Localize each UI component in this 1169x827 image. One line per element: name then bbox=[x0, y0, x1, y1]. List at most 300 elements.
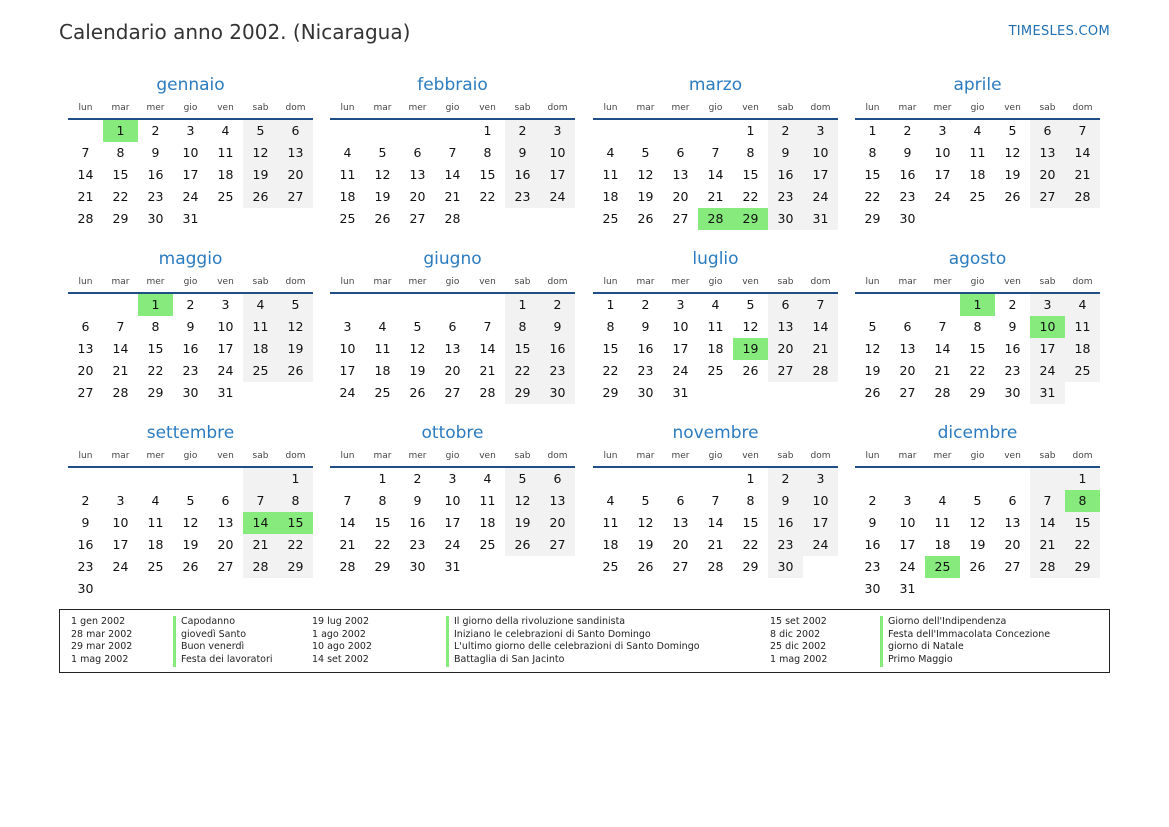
day-cell[interactable]: 10 bbox=[803, 490, 838, 512]
day-cell[interactable]: 9 bbox=[186, 319, 195, 334]
day-cell[interactable]: 2 bbox=[903, 123, 912, 138]
day-cell[interactable]: 25 bbox=[479, 537, 496, 552]
day-cell[interactable]: 26 bbox=[374, 211, 391, 226]
day-cell[interactable]: 26 bbox=[637, 211, 654, 226]
day-cell[interactable]: 27 bbox=[278, 186, 313, 208]
day-cell[interactable]: 13 bbox=[444, 341, 461, 356]
day-cell[interactable]: 29 bbox=[742, 559, 759, 574]
day-cell[interactable]: 7 bbox=[938, 319, 947, 334]
day-cell[interactable]: 12 bbox=[1004, 145, 1021, 160]
day-cell[interactable]: 18 bbox=[243, 338, 278, 360]
day-cell[interactable]: 10 bbox=[339, 341, 356, 356]
day-cell[interactable]: 30 bbox=[768, 556, 803, 578]
day-cell[interactable]: 25 bbox=[147, 559, 164, 574]
day-cell[interactable]: 19 bbox=[637, 189, 654, 204]
day-cell[interactable]: 19 bbox=[243, 164, 278, 186]
day-cell[interactable]: 14 bbox=[1030, 512, 1065, 534]
day-cell[interactable]: 2 bbox=[641, 297, 650, 312]
day-cell[interactable]: 20 bbox=[278, 164, 313, 186]
day-cell[interactable]: 16 bbox=[77, 537, 94, 552]
day-cell[interactable]: 12 bbox=[864, 341, 881, 356]
day-cell[interactable]: 20 bbox=[540, 512, 575, 534]
day-cell[interactable]: 9 bbox=[413, 493, 422, 508]
day-cell[interactable]: 11 bbox=[602, 515, 619, 530]
day-cell[interactable]: 2 bbox=[768, 468, 803, 490]
day-cell[interactable]: 15 bbox=[969, 341, 986, 356]
day-cell[interactable]: 29 bbox=[278, 556, 313, 578]
day-cell[interactable]: 12 bbox=[278, 316, 313, 338]
day-cell[interactable]: 10 bbox=[803, 142, 838, 164]
day-cell[interactable]: 2 bbox=[1008, 297, 1017, 312]
day-cell[interactable]: 18 bbox=[602, 189, 619, 204]
day-cell[interactable]: 27 bbox=[444, 385, 461, 400]
day-cell[interactable]: 3 bbox=[676, 297, 685, 312]
day-cell[interactable]: 23 bbox=[768, 534, 803, 556]
day-cell[interactable]: 22 bbox=[374, 537, 391, 552]
day-cell[interactable]: 24 bbox=[1030, 360, 1065, 382]
day-cell[interactable]: 7 bbox=[711, 145, 720, 160]
day-cell[interactable]: 2 bbox=[413, 471, 422, 486]
day-cell[interactable]: 24 bbox=[803, 186, 838, 208]
day-cell[interactable]: 21 bbox=[934, 363, 951, 378]
day-cell[interactable]: 22 bbox=[147, 363, 164, 378]
day-cell-holiday[interactable]: 1 bbox=[960, 294, 995, 316]
day-cell[interactable]: 2 bbox=[151, 123, 160, 138]
day-cell[interactable]: 24 bbox=[339, 385, 356, 400]
day-cell[interactable]: 19 bbox=[182, 537, 199, 552]
day-cell[interactable]: 22 bbox=[1065, 534, 1100, 556]
day-cell[interactable]: 4 bbox=[973, 123, 982, 138]
day-cell[interactable]: 7 bbox=[483, 319, 492, 334]
day-cell[interactable]: 27 bbox=[1004, 559, 1021, 574]
day-cell[interactable]: 11 bbox=[374, 341, 391, 356]
day-cell[interactable]: 17 bbox=[444, 515, 461, 530]
day-cell[interactable]: 10 bbox=[540, 142, 575, 164]
day-cell[interactable]: 20 bbox=[768, 338, 803, 360]
day-cell[interactable]: 14 bbox=[77, 167, 94, 182]
day-cell-holiday[interactable]: 10 bbox=[1030, 316, 1065, 338]
day-cell[interactable]: 29 bbox=[112, 211, 129, 226]
day-cell[interactable]: 11 bbox=[339, 167, 356, 182]
day-cell[interactable]: 19 bbox=[1004, 167, 1021, 182]
day-cell[interactable]: 4 bbox=[606, 493, 615, 508]
day-cell[interactable]: 5 bbox=[186, 493, 195, 508]
day-cell[interactable]: 14 bbox=[339, 515, 356, 530]
day-cell[interactable]: 15 bbox=[742, 167, 759, 182]
day-cell[interactable]: 7 bbox=[803, 294, 838, 316]
day-cell[interactable]: 21 bbox=[1030, 534, 1065, 556]
day-cell[interactable]: 18 bbox=[602, 537, 619, 552]
day-cell[interactable]: 30 bbox=[409, 559, 426, 574]
day-cell[interactable]: 12 bbox=[742, 319, 759, 334]
day-cell[interactable]: 24 bbox=[217, 363, 234, 378]
day-cell[interactable]: 6 bbox=[413, 145, 422, 160]
day-cell[interactable]: 22 bbox=[969, 363, 986, 378]
day-cell[interactable]: 14 bbox=[112, 341, 129, 356]
day-cell[interactable]: 10 bbox=[899, 515, 916, 530]
day-cell[interactable]: 31 bbox=[444, 559, 461, 574]
day-cell[interactable]: 29 bbox=[147, 385, 164, 400]
day-cell[interactable]: 12 bbox=[374, 167, 391, 182]
day-cell[interactable]: 13 bbox=[1030, 142, 1065, 164]
day-cell[interactable]: 16 bbox=[637, 341, 654, 356]
day-cell[interactable]: 17 bbox=[934, 167, 951, 182]
day-cell[interactable]: 19 bbox=[278, 338, 313, 360]
day-cell[interactable]: 8 bbox=[746, 493, 755, 508]
day-cell[interactable]: 12 bbox=[243, 142, 278, 164]
day-cell[interactable]: 3 bbox=[903, 493, 912, 508]
day-cell[interactable]: 5 bbox=[413, 319, 422, 334]
day-cell[interactable]: 7 bbox=[711, 493, 720, 508]
day-cell[interactable]: 25 bbox=[374, 385, 391, 400]
day-cell[interactable]: 10 bbox=[217, 319, 234, 334]
day-cell[interactable]: 9 bbox=[1008, 319, 1017, 334]
day-cell[interactable]: 19 bbox=[637, 537, 654, 552]
day-cell[interactable]: 13 bbox=[672, 515, 689, 530]
day-cell[interactable]: 24 bbox=[444, 537, 461, 552]
day-cell[interactable]: 30 bbox=[1004, 385, 1021, 400]
day-cell[interactable]: 21 bbox=[1065, 164, 1100, 186]
day-cell[interactable]: 28 bbox=[112, 385, 129, 400]
day-cell[interactable]: 28 bbox=[934, 385, 951, 400]
day-cell[interactable]: 1 bbox=[1065, 468, 1100, 490]
day-cell[interactable]: 4 bbox=[221, 123, 230, 138]
day-cell[interactable]: 23 bbox=[768, 186, 803, 208]
day-cell[interactable]: 18 bbox=[339, 189, 356, 204]
day-cell[interactable]: 20 bbox=[672, 189, 689, 204]
day-cell-holiday[interactable]: 1 bbox=[103, 120, 138, 142]
day-cell[interactable]: 25 bbox=[1065, 360, 1100, 382]
day-cell[interactable]: 27 bbox=[768, 360, 803, 382]
day-cell[interactable]: 21 bbox=[803, 338, 838, 360]
day-cell[interactable]: 23 bbox=[182, 363, 199, 378]
day-cell[interactable]: 8 bbox=[973, 319, 982, 334]
day-cell[interactable]: 18 bbox=[374, 363, 391, 378]
day-cell[interactable]: 22 bbox=[505, 360, 540, 382]
day-cell[interactable]: 9 bbox=[903, 145, 912, 160]
day-cell[interactable]: 23 bbox=[864, 559, 881, 574]
day-cell[interactable]: 1 bbox=[746, 471, 755, 486]
day-cell[interactable]: 13 bbox=[899, 341, 916, 356]
day-cell[interactable]: 11 bbox=[934, 515, 951, 530]
day-cell[interactable]: 17 bbox=[112, 537, 129, 552]
day-cell[interactable]: 24 bbox=[112, 559, 129, 574]
day-cell[interactable]: 6 bbox=[540, 468, 575, 490]
day-cell[interactable]: 12 bbox=[182, 515, 199, 530]
day-cell[interactable]: 20 bbox=[409, 189, 426, 204]
day-cell[interactable]: 15 bbox=[742, 515, 759, 530]
day-cell[interactable]: 18 bbox=[707, 341, 724, 356]
day-cell[interactable]: 15 bbox=[1065, 512, 1100, 534]
day-cell[interactable]: 11 bbox=[217, 145, 234, 160]
day-cell[interactable]: 9 bbox=[505, 142, 540, 164]
day-cell[interactable]: 3 bbox=[803, 468, 838, 490]
day-cell[interactable]: 23 bbox=[540, 360, 575, 382]
day-cell[interactable]: 18 bbox=[934, 537, 951, 552]
day-cell[interactable]: 23 bbox=[505, 186, 540, 208]
day-cell[interactable]: 22 bbox=[742, 189, 759, 204]
day-cell[interactable]: 29 bbox=[505, 382, 540, 404]
day-cell[interactable]: 15 bbox=[147, 341, 164, 356]
day-cell[interactable]: 23 bbox=[409, 537, 426, 552]
day-cell[interactable]: 30 bbox=[768, 208, 803, 230]
day-cell[interactable]: 16 bbox=[899, 167, 916, 182]
day-cell[interactable]: 3 bbox=[448, 471, 457, 486]
day-cell-holiday[interactable]: 8 bbox=[1065, 490, 1100, 512]
day-cell[interactable]: 27 bbox=[672, 211, 689, 226]
day-cell[interactable]: 13 bbox=[672, 167, 689, 182]
day-cell[interactable]: 13 bbox=[77, 341, 94, 356]
day-cell[interactable]: 30 bbox=[899, 211, 916, 226]
day-cell[interactable]: 12 bbox=[637, 515, 654, 530]
day-cell[interactable]: 27 bbox=[1030, 186, 1065, 208]
day-cell[interactable]: 5 bbox=[641, 493, 650, 508]
day-cell[interactable]: 21 bbox=[479, 363, 496, 378]
day-cell[interactable]: 27 bbox=[672, 559, 689, 574]
day-cell-holiday[interactable]: 14 bbox=[243, 512, 278, 534]
day-cell[interactable]: 28 bbox=[339, 559, 356, 574]
day-cell[interactable]: 27 bbox=[899, 385, 916, 400]
day-cell[interactable]: 29 bbox=[1065, 556, 1100, 578]
day-cell[interactable]: 17 bbox=[182, 167, 199, 182]
day-cell[interactable]: 10 bbox=[112, 515, 129, 530]
day-cell[interactable]: 28 bbox=[803, 360, 838, 382]
day-cell[interactable]: 21 bbox=[444, 189, 461, 204]
day-cell[interactable]: 13 bbox=[278, 142, 313, 164]
day-cell[interactable]: 16 bbox=[505, 164, 540, 186]
day-cell[interactable]: 19 bbox=[505, 512, 540, 534]
day-cell[interactable]: 12 bbox=[409, 341, 426, 356]
day-cell[interactable]: 31 bbox=[672, 385, 689, 400]
day-cell[interactable]: 4 bbox=[243, 294, 278, 316]
day-cell[interactable]: 5 bbox=[378, 145, 387, 160]
day-cell[interactable]: 8 bbox=[483, 145, 492, 160]
day-cell[interactable]: 13 bbox=[217, 515, 234, 530]
day-cell[interactable]: 22 bbox=[602, 363, 619, 378]
day-cell[interactable]: 14 bbox=[444, 167, 461, 182]
day-cell[interactable]: 25 bbox=[602, 211, 619, 226]
day-cell[interactable]: 9 bbox=[151, 145, 160, 160]
day-cell[interactable]: 5 bbox=[243, 120, 278, 142]
day-cell[interactable]: 16 bbox=[768, 512, 803, 534]
day-cell[interactable]: 5 bbox=[868, 319, 877, 334]
day-cell[interactable]: 28 bbox=[243, 556, 278, 578]
day-cell[interactable]: 9 bbox=[768, 142, 803, 164]
day-cell[interactable]: 3 bbox=[938, 123, 947, 138]
day-cell[interactable]: 30 bbox=[182, 385, 199, 400]
day-cell[interactable]: 17 bbox=[803, 164, 838, 186]
day-cell[interactable]: 16 bbox=[768, 164, 803, 186]
day-cell[interactable]: 12 bbox=[637, 167, 654, 182]
day-cell[interactable]: 11 bbox=[602, 167, 619, 182]
day-cell[interactable]: 28 bbox=[77, 211, 94, 226]
day-cell[interactable]: 16 bbox=[540, 338, 575, 360]
day-cell[interactable]: 5 bbox=[1008, 123, 1017, 138]
day-cell[interactable]: 20 bbox=[1004, 537, 1021, 552]
day-cell[interactable]: 5 bbox=[278, 294, 313, 316]
day-cell[interactable]: 7 bbox=[243, 490, 278, 512]
day-cell[interactable]: 25 bbox=[339, 211, 356, 226]
day-cell[interactable]: 9 bbox=[641, 319, 650, 334]
day-cell[interactable]: 6 bbox=[1030, 120, 1065, 142]
day-cell[interactable]: 27 bbox=[217, 559, 234, 574]
day-cell[interactable]: 4 bbox=[606, 145, 615, 160]
day-cell[interactable]: 29 bbox=[969, 385, 986, 400]
day-cell[interactable]: 4 bbox=[343, 145, 352, 160]
day-cell[interactable]: 22 bbox=[278, 534, 313, 556]
day-cell[interactable]: 7 bbox=[1030, 490, 1065, 512]
day-cell[interactable]: 26 bbox=[742, 363, 759, 378]
day-cell[interactable]: 23 bbox=[637, 363, 654, 378]
day-cell[interactable]: 5 bbox=[973, 493, 982, 508]
day-cell[interactable]: 25 bbox=[602, 559, 619, 574]
day-cell[interactable]: 18 bbox=[147, 537, 164, 552]
day-cell[interactable]: 27 bbox=[409, 211, 426, 226]
day-cell[interactable]: 19 bbox=[969, 537, 986, 552]
day-cell[interactable]: 25 bbox=[217, 189, 234, 204]
day-cell[interactable]: 17 bbox=[339, 363, 356, 378]
day-cell[interactable]: 1 bbox=[278, 468, 313, 490]
day-cell[interactable]: 8 bbox=[868, 145, 877, 160]
day-cell[interactable]: 12 bbox=[969, 515, 986, 530]
day-cell[interactable]: 20 bbox=[899, 363, 916, 378]
day-cell[interactable]: 2 bbox=[768, 120, 803, 142]
day-cell[interactable]: 6 bbox=[676, 145, 685, 160]
day-cell[interactable]: 11 bbox=[243, 316, 278, 338]
day-cell[interactable]: 30 bbox=[540, 382, 575, 404]
day-cell[interactable]: 30 bbox=[637, 385, 654, 400]
day-cell[interactable]: 11 bbox=[147, 515, 164, 530]
day-cell[interactable]: 17 bbox=[1030, 338, 1065, 360]
day-cell[interactable]: 27 bbox=[77, 385, 94, 400]
day-cell[interactable]: 6 bbox=[81, 319, 90, 334]
day-cell[interactable]: 16 bbox=[864, 537, 881, 552]
day-cell[interactable]: 8 bbox=[746, 145, 755, 160]
day-cell[interactable]: 31 bbox=[803, 208, 838, 230]
day-cell[interactable]: 4 bbox=[483, 471, 492, 486]
day-cell[interactable]: 11 bbox=[969, 145, 986, 160]
day-cell[interactable]: 31 bbox=[899, 581, 916, 596]
day-cell[interactable]: 10 bbox=[444, 493, 461, 508]
day-cell[interactable]: 15 bbox=[864, 167, 881, 182]
day-cell[interactable]: 23 bbox=[77, 559, 94, 574]
day-cell[interactable]: 26 bbox=[637, 559, 654, 574]
day-cell[interactable]: 3 bbox=[540, 120, 575, 142]
day-cell[interactable]: 26 bbox=[969, 559, 986, 574]
day-cell[interactable]: 24 bbox=[182, 189, 199, 204]
day-cell[interactable]: 9 bbox=[540, 316, 575, 338]
day-cell[interactable]: 28 bbox=[1065, 186, 1100, 208]
day-cell[interactable]: 4 bbox=[378, 319, 387, 334]
day-cell[interactable]: 21 bbox=[243, 534, 278, 556]
day-cell[interactable]: 11 bbox=[1065, 316, 1100, 338]
day-cell[interactable]: 18 bbox=[969, 167, 986, 182]
day-cell[interactable]: 5 bbox=[505, 468, 540, 490]
day-cell[interactable]: 13 bbox=[1004, 515, 1021, 530]
day-cell[interactable]: 23 bbox=[1004, 363, 1021, 378]
day-cell[interactable]: 18 bbox=[479, 515, 496, 530]
day-cell[interactable]: 28 bbox=[479, 385, 496, 400]
day-cell[interactable]: 8 bbox=[116, 145, 125, 160]
day-cell[interactable]: 11 bbox=[707, 319, 724, 334]
day-cell[interactable]: 18 bbox=[217, 167, 234, 182]
day-cell[interactable]: 1 bbox=[505, 294, 540, 316]
day-cell[interactable]: 2 bbox=[81, 493, 90, 508]
day-cell[interactable]: 17 bbox=[899, 537, 916, 552]
day-cell[interactable]: 25 bbox=[707, 363, 724, 378]
day-cell[interactable]: 28 bbox=[444, 211, 461, 226]
day-cell[interactable]: 14 bbox=[803, 316, 838, 338]
day-cell[interactable]: 8 bbox=[505, 316, 540, 338]
day-cell[interactable]: 16 bbox=[1004, 341, 1021, 356]
day-cell[interactable]: 6 bbox=[903, 319, 912, 334]
day-cell[interactable]: 6 bbox=[221, 493, 230, 508]
day-cell[interactable]: 8 bbox=[378, 493, 387, 508]
day-cell[interactable]: 3 bbox=[221, 297, 230, 312]
day-cell[interactable]: 22 bbox=[742, 537, 759, 552]
day-cell[interactable]: 5 bbox=[746, 297, 755, 312]
day-cell[interactable]: 20 bbox=[444, 363, 461, 378]
day-cell[interactable]: 21 bbox=[77, 189, 94, 204]
day-cell[interactable]: 11 bbox=[479, 493, 496, 508]
day-cell[interactable]: 15 bbox=[479, 167, 496, 182]
day-cell[interactable]: 8 bbox=[151, 319, 160, 334]
day-cell[interactable]: 21 bbox=[707, 537, 724, 552]
day-cell[interactable]: 7 bbox=[448, 145, 457, 160]
day-cell[interactable]: 27 bbox=[540, 534, 575, 556]
day-cell[interactable]: 19 bbox=[864, 363, 881, 378]
day-cell[interactable]: 6 bbox=[768, 294, 803, 316]
day-cell[interactable]: 2 bbox=[186, 297, 195, 312]
day-cell[interactable]: 22 bbox=[864, 189, 881, 204]
day-cell[interactable]: 13 bbox=[540, 490, 575, 512]
day-cell-holiday[interactable]: 15 bbox=[278, 512, 313, 534]
day-cell[interactable]: 4 bbox=[938, 493, 947, 508]
day-cell[interactable]: 6 bbox=[676, 493, 685, 508]
day-cell[interactable]: 19 bbox=[374, 189, 391, 204]
day-cell[interactable]: 26 bbox=[505, 534, 540, 556]
day-cell[interactable]: 19 bbox=[409, 363, 426, 378]
day-cell[interactable]: 1 bbox=[483, 123, 492, 138]
day-cell[interactable]: 16 bbox=[409, 515, 426, 530]
day-cell[interactable]: 7 bbox=[343, 493, 352, 508]
day-cell[interactable]: 24 bbox=[540, 186, 575, 208]
day-cell[interactable]: 9 bbox=[81, 515, 90, 530]
day-cell[interactable]: 21 bbox=[707, 189, 724, 204]
day-cell[interactable]: 7 bbox=[81, 145, 90, 160]
day-cell[interactable]: 17 bbox=[540, 164, 575, 186]
day-cell-holiday[interactable]: 29 bbox=[733, 208, 768, 230]
day-cell[interactable]: 24 bbox=[899, 559, 916, 574]
day-cell[interactable]: 4 bbox=[151, 493, 160, 508]
day-cell[interactable]: 20 bbox=[217, 537, 234, 552]
day-cell[interactable]: 13 bbox=[409, 167, 426, 182]
day-cell[interactable]: 3 bbox=[116, 493, 125, 508]
day-cell[interactable]: 24 bbox=[672, 363, 689, 378]
day-cell[interactable]: 25 bbox=[243, 360, 278, 382]
day-cell[interactable]: 23 bbox=[899, 189, 916, 204]
day-cell[interactable]: 28 bbox=[1030, 556, 1065, 578]
day-cell[interactable]: 29 bbox=[864, 211, 881, 226]
day-cell[interactable]: 22 bbox=[479, 189, 496, 204]
day-cell[interactable]: 26 bbox=[864, 385, 881, 400]
day-cell[interactable]: 29 bbox=[374, 559, 391, 574]
day-cell[interactable]: 31 bbox=[1030, 382, 1065, 404]
day-cell[interactable]: 4 bbox=[1065, 294, 1100, 316]
day-cell[interactable]: 30 bbox=[147, 211, 164, 226]
day-cell[interactable]: 8 bbox=[606, 319, 615, 334]
day-cell[interactable]: 16 bbox=[182, 341, 199, 356]
